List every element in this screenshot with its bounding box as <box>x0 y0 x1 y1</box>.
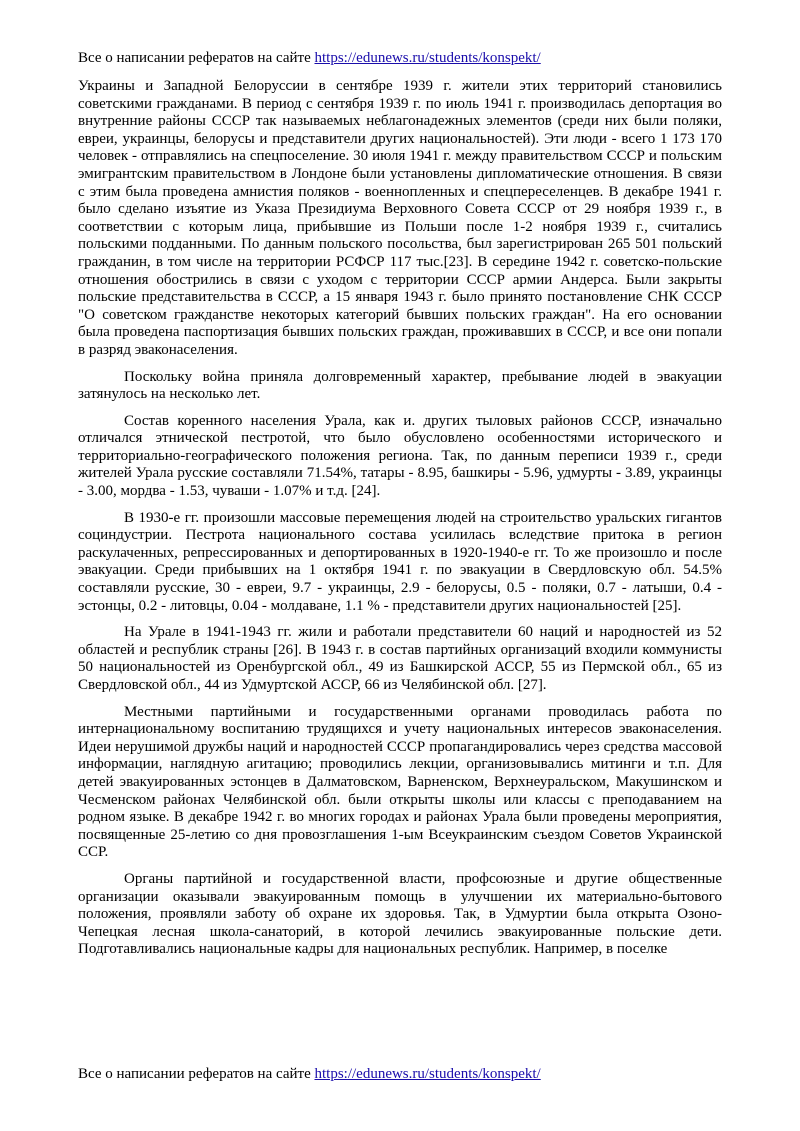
document-page <box>78 0 722 1131</box>
footer-prefix: Все о написании рефератов на сайте <box>78 1066 311 1082</box>
paragraph: Органы партийной и государственной власти, профсоюзные и другие общественные организации оказывали эвакуированным помощь в улучшении их материально-бытового положения, проявляли заботу об охране их здоровья. Так, в Удмуртии была открыта Озоно-Чепецкая лесная школа-санаторий, в которой лечились эвакуированные польские дети. Подготавливались национальные кадры для национальных республик. Например, в поселке <box>78 870 722 958</box>
document-body <box>78 78 722 968</box>
header-prefix: Все о написании рефератов на сайте <box>78 50 311 66</box>
paragraph: Украины и Западной Белоруссии в сентябре 1939 г. жители этих территорий становились советскими гражданами. В период с сентября 1939 г. по июль 1941 г. производилась депортация во внутренние районы СССР так называемых неблагонадежных элементов (среди них были поляки, евреи, украинцы, белорусы и представители других национальностей). Эти люди - всего 1 173 170 человек - отправлялись на спецпоселение. 30 июля 1941 г. между правительством СССР и польским эмигрантским правительством в Лондоне были установлены дипломатические отношения. В связи с этим была проведена амнистия поляков - военнопленных и спецпереселенцев. В декабре 1941 г. было сделано изъятие из Указа Президиума Верховного Совета СССР от 29 ноября 1939 г., в соответствии с которым лица, прибывшие из Польши после 1-2 ноября 1939 г., считались польскими подданными. По данным польского посольства, был зарегистрирован 265 501 польский гражданин, в том числе на территории РСФСР 117 тыс.[23]. В середине 1942 г. советско-польские отношения обострились в связи с уходом с территории СССР армии Андерса. Были закрыты польские представительства в СССР, а 15 января 1943 г. было принято постановление СНК СССР "О советском гражданстве некоторых категорий бывших польских граждан". На его основании была проведена паспортизация бывших польских граждан, проживавших в СССР, и все они попали в разряд эваконаселения. <box>78 78 722 358</box>
paragraph: Местными партийными и государственными органами проводилась работа по интернациональному воспитанию трудящихся и учету национальных интересов эваконаселения. Идеи нерушимой дружбы наций и народностей СССР пропагандировались через средства массовой информации, наглядную агитацию; проводились лекции, организовывались митинги и т.п. Для детей эвакуированных эстонцев в Далматовском, Варненском, Верхнеуральском, Макушинском и Чесменском районах Челябинской обл. были открыты школы или классы с преподаванием на родном языке. В декабре 1942 г. во многих городах и районах Урала были проведены мероприятия, посвященные 25-летию со дня провозглашения 1-ым Всеукраинским съездом Советов Украинской ССР. <box>78 703 722 861</box>
paragraph: Состав коренного населения Урала, как и. других тыловых районов СССР, изначально отличался этнической пестротой, что было обусловлено особенностями исторического и территориально-географического положения региона. Так, по данным переписи 1939 г., среди жителей Урала русские составляли 71.54%, татары - 8.95, башкиры - 5.96, удмурты - 3.89, украинцы - 3.00, мордва - 1.53, чуваши - 1.07% и т.д. [24]. <box>78 412 722 500</box>
paragraph: На Урале в 1941-1943 гг. жили и работали представители 60 наций и народностей из 52 областей и республик страны [26]. В 1943 г. в состав партийных организаций входили коммунисты 50 национальностей из Оренбургской обл., 49 из Башкирской АССР, 55 из Пермской обл., 65 из Свердловской обл., 44 из Удмуртской АССР, 66 из Челябинской обл. [27]. <box>78 624 722 693</box>
paragraph: Поскольку война приняла долговременный характер, пребывание людей в эвакуации затянулось на несколько лет. <box>78 368 722 403</box>
paragraph: В 1930-е гг. произошли массовые перемещения людей на строительство уральских гигантов социндустрии. Пестрота национального состава усилилась вследствие притока в регион раскулаченных, репрессированных и депортированных в 1920-1940-е гг. То же произошло и после эвакуации. Среди прибывших на 1 октября 1941 г. по эвакуации в Свердловскую обл. 54.5% составляли русские, 30 - евреи, 9.7 - украинцы, 2.9 - белорусы, 0.5 - поляки, 0.7 - латыши, 0.4 - эстонцы, 0.2 - литовцы, 0.04 - молдаване, 1.1 % - представители других национальностей [25]. <box>78 509 722 614</box>
page-footer <box>78 1065 541 1083</box>
footer-link[interactable]: https://edunews.ru/students/konspekt/ <box>314 1066 541 1082</box>
header-link[interactable]: https://edunews.ru/students/konspekt/ <box>314 50 541 66</box>
page-header <box>78 49 541 67</box>
